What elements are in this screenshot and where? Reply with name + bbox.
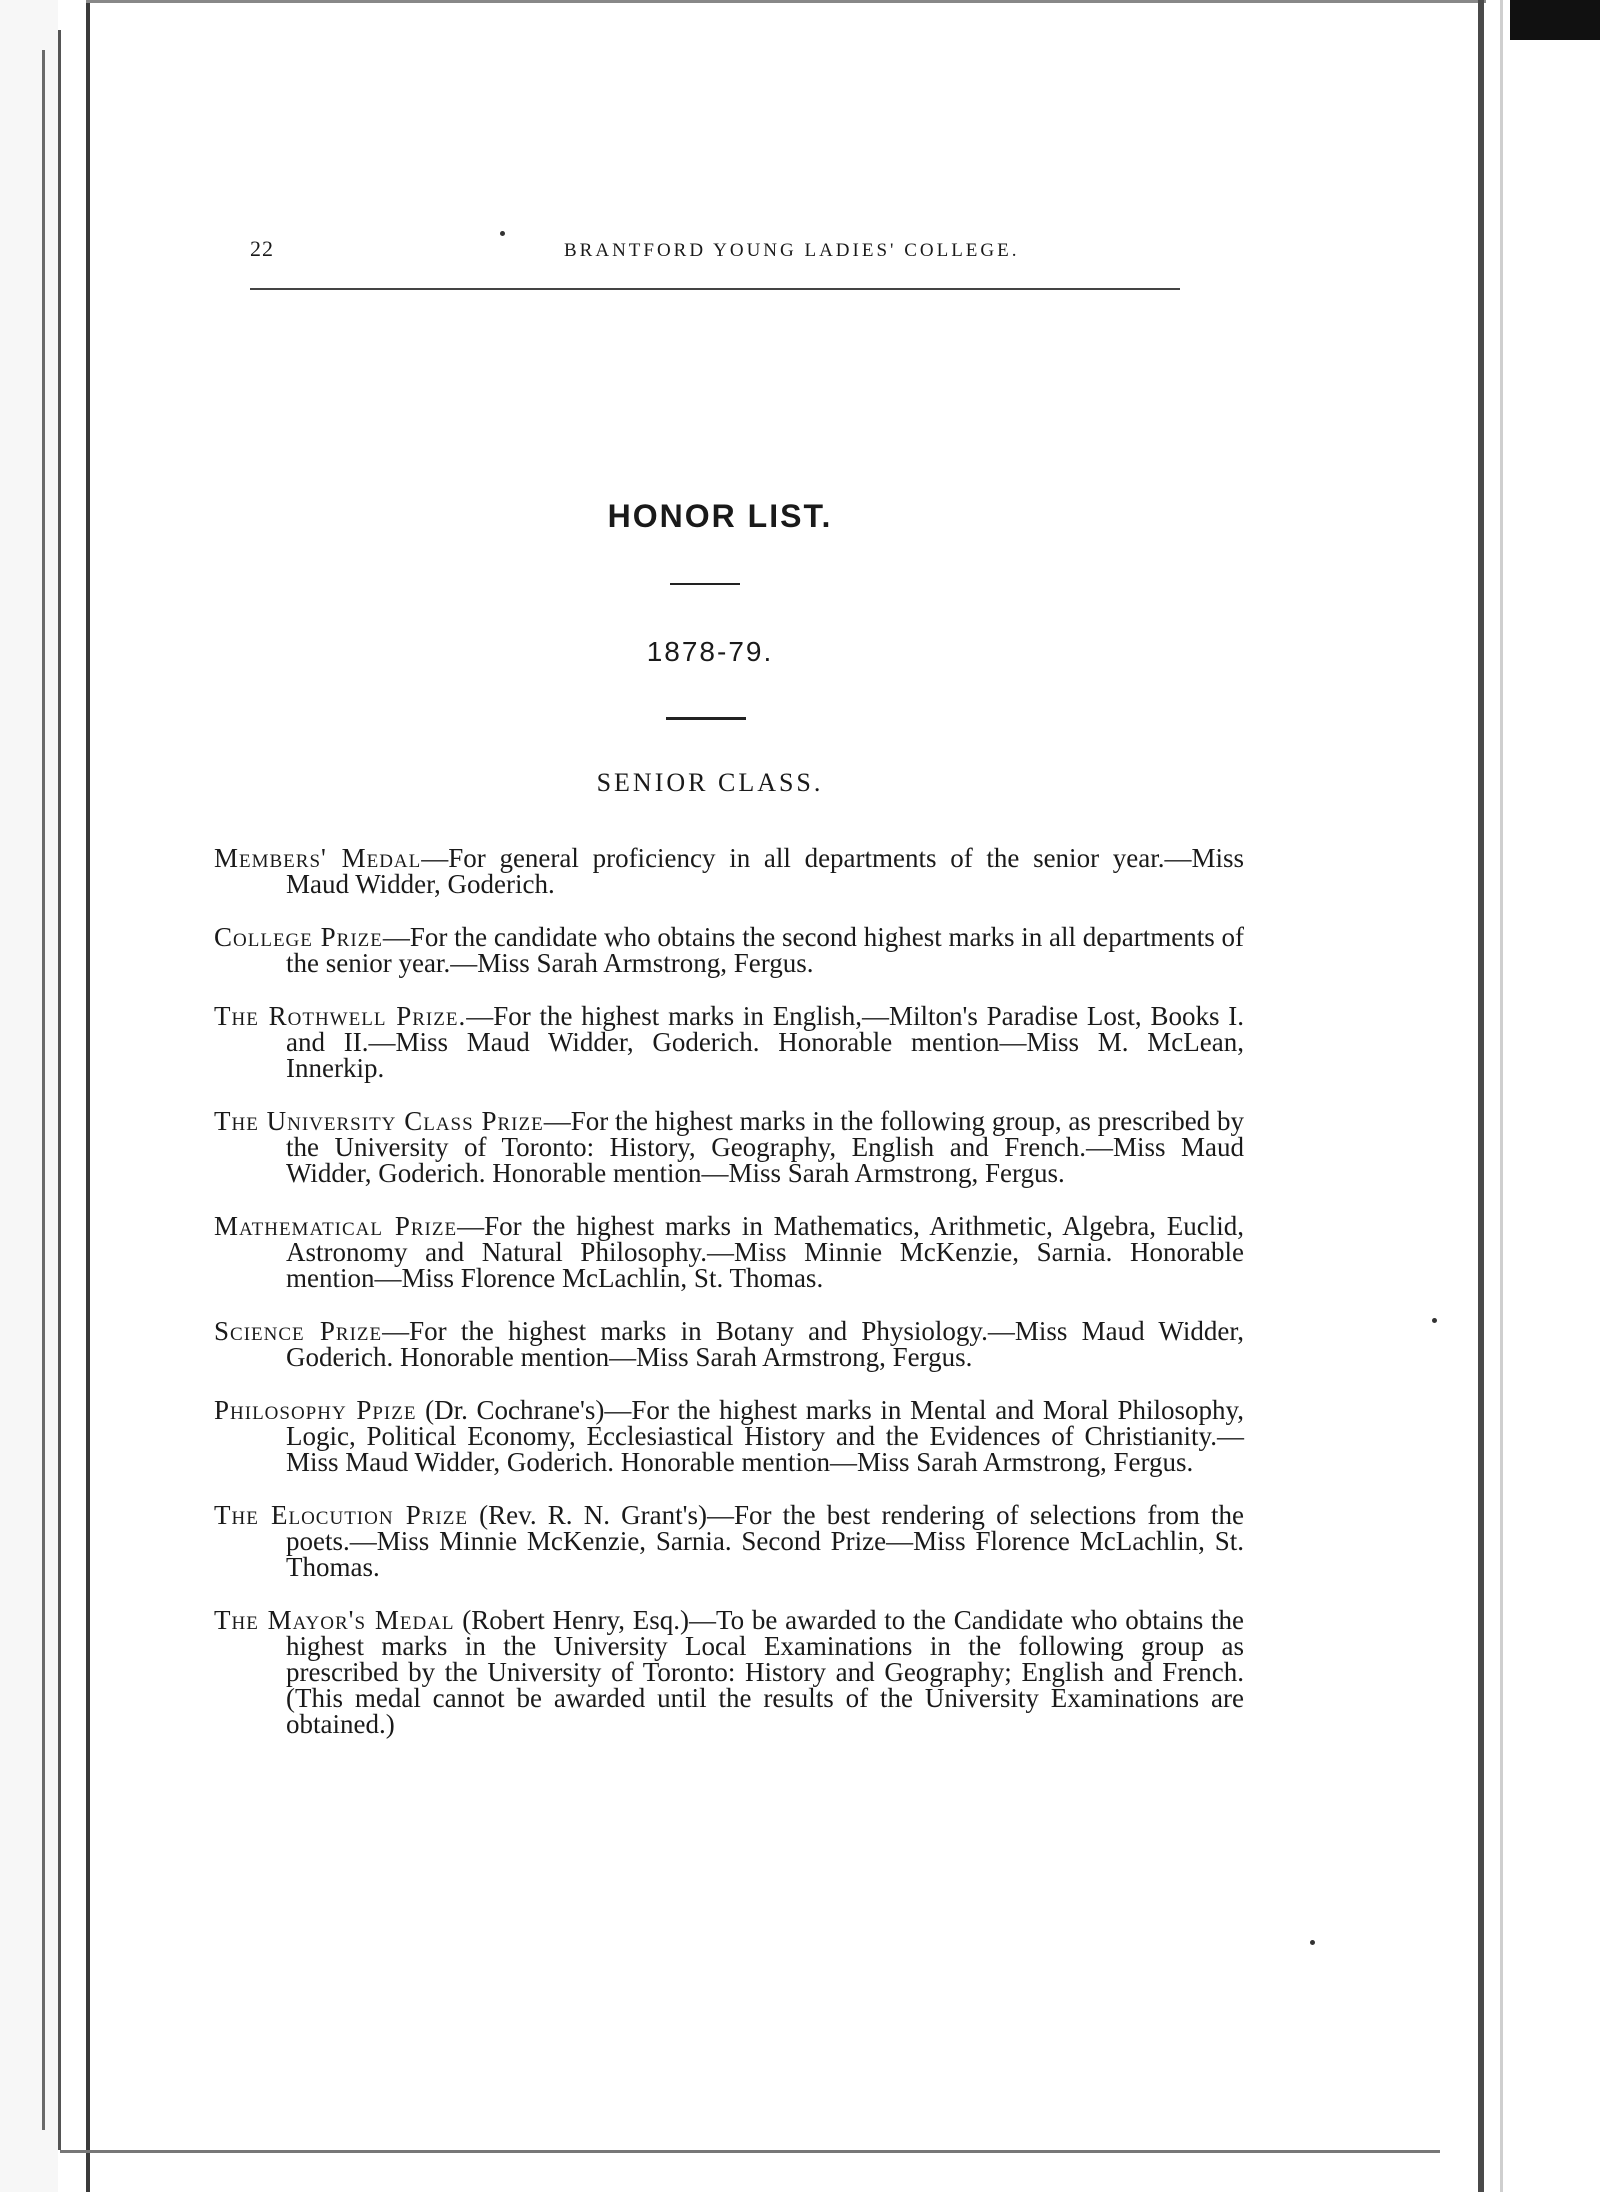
- prize-name: The University Class Prize: [214, 1106, 544, 1136]
- page-edge: [42, 50, 45, 2130]
- page-edge: [58, 30, 61, 2150]
- prize-text: —For the highest marks in English,—Milton's Paradise Lost, Books I. and II.—Miss Maud Widder, Goderich. Honorable mention—Miss M. McLean, Innerkip.: [286, 1001, 1245, 1083]
- section-heading: SENIOR CLASS.: [596, 768, 824, 797]
- divider-rule: [666, 717, 746, 720]
- prize-name: The Rothwell Prize.: [214, 1001, 467, 1031]
- prize-text: —For the highest marks in the following group, as prescribed by the University of Toronto: History, Geography, English and French.—Miss Maud Widder, Goderich. Honorable mention—Miss Sarah Armstrong, Fergus.: [286, 1106, 1244, 1188]
- prize-text: (Rev. R. N. Grant's)—For the best rendering of selections from the poets.—Miss Minnie McKenzie, Sarnia. Second Prize—Miss Florence McLachlin, St. Thomas.: [286, 1500, 1245, 1582]
- facing-page-strip: [1503, 0, 1600, 2192]
- scan-edge-left: [0, 0, 58, 2192]
- prize-entry: [214, 1607, 1244, 1737]
- page-fold: [1478, 0, 1484, 2192]
- prize-entry: [214, 924, 1244, 976]
- speck: [500, 231, 505, 236]
- speck: [1310, 1940, 1315, 1945]
- prize-entry: [214, 1213, 1244, 1291]
- prize-entry: [214, 845, 1244, 897]
- prize-text: (Dr. Cochrane's)—For the highest marks in Mental and Moral Philosophy, Logic, Political Economy, Ecclesiastical History and the Evidences of Christianity.—Miss Maud Widder, Goderich. Honorable mention—Miss Sarah Armstrong, Fergus.: [286, 1395, 1244, 1477]
- divider-rule: [670, 583, 740, 585]
- header-rule: [250, 288, 1180, 290]
- prize-entry: [214, 1003, 1244, 1081]
- scan-corner: [1510, 0, 1600, 40]
- running-title: BRANTFORD YOUNG LADIES' COLLEGE.: [564, 240, 1020, 261]
- page-edge: [86, 0, 90, 2192]
- prize-text: —For the highest marks in Mathematics, Arithmetic, Algebra, Euclid, Astronomy and Natural Philosophy.—Miss Minnie McKenzie, Sarnia. Honorable mention—Miss Florence McLachlin, St. Thomas.: [286, 1211, 1244, 1293]
- page-bottom-edge: [60, 2150, 1440, 2153]
- page-title: HONOR LIST.: [607, 498, 833, 534]
- year-heading: 1878-79.: [646, 636, 774, 667]
- prize-list: [214, 818, 1244, 1759]
- page-number: 22: [250, 236, 274, 261]
- prize-text: —For the highest marks in Botany and Physiology.—Miss Maud Widder, Goderich. Honorable mention—Miss Sarah Armstrong, Fergus.: [286, 1316, 1244, 1372]
- prize-name: Members' Medal: [214, 843, 422, 873]
- prize-text: —For general proficiency in all departments of the senior year.—Miss Maud Widder, Goderich.: [286, 843, 1244, 899]
- prize-text: —For the candidate who obtains the second highest marks in all departments of the senior year.—Miss Sarah Armstrong, Fergus.: [286, 922, 1245, 978]
- prize-entry: [214, 1108, 1244, 1186]
- prize-entry: [214, 1397, 1244, 1475]
- prize-text: (Robert Henry, Esq.)—To be awarded to the Candidate who obtains the highest marks in the University Local Examinations in the following group as prescribed by the University of Toronto: History and Geography; English and French. (This medal cannot be awarded until the results of the University Examinations are obtained.): [286, 1605, 1244, 1739]
- prize-name: Mathematical Prize: [214, 1211, 458, 1241]
- prize-entry: [214, 1502, 1244, 1580]
- page-top-edge: [86, 0, 1486, 3]
- prize-name: The Mayor's Medal: [214, 1605, 455, 1635]
- prize-name: The Elocution Prize: [214, 1500, 468, 1530]
- running-head: [250, 236, 1110, 266]
- prize-name: Philosophy Ppize: [214, 1395, 417, 1425]
- prize-name: College Prize: [214, 922, 383, 952]
- speck: [1432, 1318, 1437, 1323]
- prize-name: Science Prize: [214, 1316, 383, 1346]
- prize-entry: [214, 1318, 1244, 1370]
